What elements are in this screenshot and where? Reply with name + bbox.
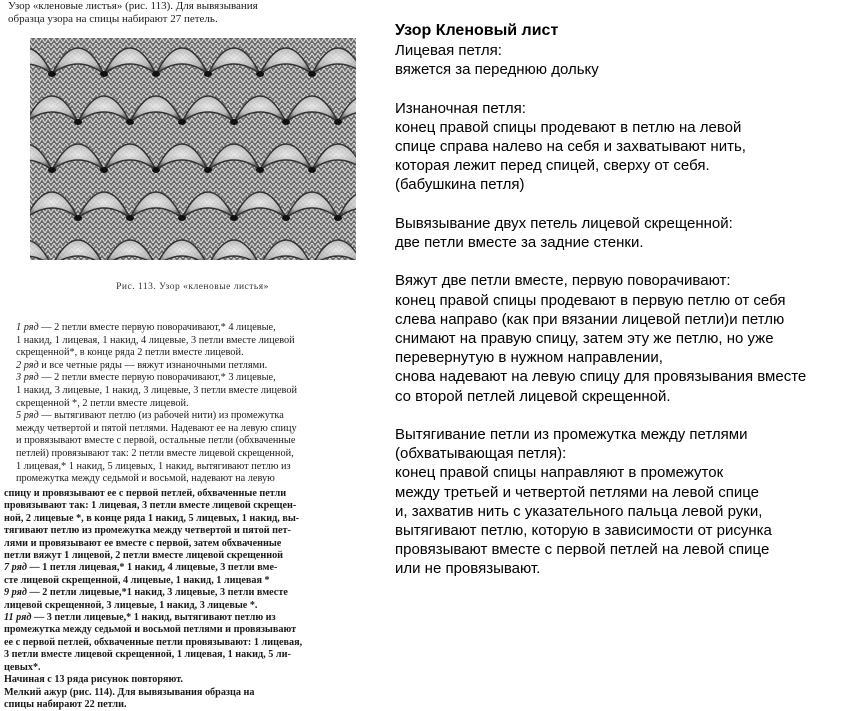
scan-row-line (16, 423, 297, 436)
row-text: — 2 петли вместе первую поворачивают,* 4 лицевые, (38, 322, 276, 333)
block-line: вяжется за переднюю дольку (395, 61, 599, 79)
block-line: снимают на правую спицу, затем эту же петлю, но уже (395, 330, 774, 347)
row-text: 1 лицевая,* 1 накид, 5 лицевых, 1 накид, вытягивают петлю из (16, 460, 291, 472)
scan-rows-part-1 (16, 322, 297, 486)
block-line: перевернутую в нужном направлении, (395, 349, 663, 367)
scan-row-line (16, 461, 297, 474)
figure-caption: Рис. 113. Узор «кленовые листья» (116, 282, 269, 292)
block-heading: Изнаночная петля: (395, 99, 526, 117)
scan-row-line (4, 587, 302, 599)
scan-row-line (16, 448, 297, 461)
block-line: и, захватив нить с указательного пальца левой руки, (395, 502, 763, 520)
block-line: провязывают вместе с первой петлей на левой спице (395, 541, 770, 559)
block-line: со второй петлей лицевой скрещенной. (395, 387, 671, 405)
row-number: 9 ряд (4, 587, 27, 599)
scan-row-line (4, 624, 302, 636)
row-text: скрещенной *, 2 петли вместе лицевой. (16, 397, 189, 409)
block-heading: Лицевая петля: (395, 42, 502, 59)
article-block (395, 99, 840, 195)
scan-row-line (4, 687, 302, 699)
row-number: 2 ряд (16, 359, 39, 371)
row-number: 5 ряд (16, 410, 39, 422)
row-text: цевых*. (4, 661, 41, 673)
maple-leaf-knit-image (30, 38, 356, 260)
article-block (395, 425, 840, 579)
block-line: слева направо (как при вязании лицевой петли)и петлю (395, 310, 785, 328)
scan-row-line (4, 525, 302, 537)
block-line: (бабушкина петля) (395, 176, 525, 194)
row-text: 3 петли вместе лицевой скрещенной, 1 лицевая, 1 накид, 5 ли- (4, 649, 291, 661)
block-line: конец правой спицы направляют в промежуток (395, 464, 724, 482)
block-heading: Вытягивание петли из промежутка между петлями (395, 426, 748, 443)
row-text: спицы набирают 22 петли. (4, 698, 127, 710)
scan-rows-part-2 (4, 488, 302, 711)
block-line: вытягивают петлю, которую в зависимости от рисунка (395, 522, 772, 540)
row-number: 7 ряд (4, 562, 27, 574)
scan-row-line (16, 322, 297, 335)
row-number: 3 ряд (16, 372, 39, 384)
block-line: две петли вместе за задние стенки. (395, 234, 644, 251)
row-text: петли вяжут 1 лицевой, 2 петли вместе лицевой скрещенной (4, 550, 284, 562)
article-block (395, 41, 840, 79)
row-text: скрещенной*, в конце ряда 2 петли вместе лицевой. (16, 347, 244, 359)
scan-row-line (16, 347, 297, 360)
scan-row-line (4, 674, 302, 686)
block-line: конец правой спицы продевают в петлю на левой (395, 118, 742, 136)
scan-row-line (4, 562, 302, 574)
scan-row-line (16, 435, 297, 448)
row-text: ее с первой петлей, обхваченные петли провязывают: 1 лицевая, (4, 636, 303, 648)
row-text: сте лицевой скрещенной, 4 лицевые, 1 накид, 1 лицевая * (4, 574, 270, 586)
scanned-page (0, 0, 385, 711)
block-line: или не провязывают. (395, 560, 541, 578)
block-line: между третьей и четвертой петлями на левой спице (395, 483, 759, 501)
row-text: 1 накид, 1 лицевая, 1 накид, 4 лицевые, 3 петли вместе лицевой (16, 334, 295, 346)
row-text: — 1 петля лицевая,* 1 накид, 4 лицевые, 3 петли вме- (26, 562, 278, 574)
block-line: снова надевают на левую спицу для провязывания вместе (395, 368, 807, 386)
article-title: Узор Кленовый лист (395, 22, 559, 39)
knitting-pattern-photo (30, 38, 356, 260)
scan-row-line (4, 699, 302, 711)
scan-row-line (16, 385, 297, 398)
scan-row-line (4, 513, 302, 525)
scan-row-line (4, 600, 302, 612)
block-heading: Вывязывание двух петель лицевой скрещенной: (395, 214, 733, 232)
scan-row-line (4, 662, 302, 674)
row-text: и все четные ряды — вяжут изнаночными петлями. (38, 359, 268, 371)
row-text: промежутка между седьмой и восьмой петлями и провязывают (4, 624, 297, 636)
row-text: лями и провязывают ее вместе с первой, затем обхваченные (4, 537, 282, 549)
scan-row-line (16, 335, 297, 348)
block-line: спице справа налево на себя и захватывают нить, (395, 138, 746, 155)
row-text: петлей) провязывают так: 2 петли вместе лицевой скрещенной, (16, 447, 294, 459)
row-text: между четвертой и пятой петлями. Надевают ее на левую спицу (16, 422, 297, 434)
scan-row-line (16, 372, 297, 385)
row-text: промежутка между седьмой и восьмой, надевают на левую (16, 473, 275, 485)
block-heading: Вяжут две петли вместе, первую поворачивают: (395, 272, 731, 290)
scan-row-line (4, 649, 302, 661)
article-panel (395, 21, 840, 598)
scan-intro-line: Узор «кленовые листья» (рис. 113). Для вывязывания (8, 0, 258, 12)
scan-row-line (16, 360, 297, 373)
scan-row-line (4, 612, 302, 624)
scan-row-line (16, 410, 297, 423)
row-text: спицу и провязывают ее с первой петлей, обхваченные петли (4, 488, 287, 499)
row-text: — вытягивают петлю (из рабочей нити) из промежутка (38, 410, 284, 422)
row-number: 1 ряд (16, 322, 39, 333)
row-text: Начиная с 13 ряда рисунок повторяют. (4, 674, 183, 686)
row-text: провязывают так: 1 лицевая, 3 петли вместе лицевой скрещен- (4, 500, 297, 512)
row-text: Мелкий ажур (рис. 114). Для вывязывания образца на (4, 686, 255, 698)
row-text: — 2 петли вместе первую поворачивают,* 3 лицевые, (38, 372, 276, 384)
scan-row-line (4, 575, 302, 587)
scan-row-line (16, 473, 297, 486)
row-text: тягивают петлю из промежутка между четвертой и пятой пет- (4, 525, 291, 537)
row-text: ной, 2 лицевые *, в конце ряда 1 накид, 5 лицевых, 1 накид, вы- (4, 512, 300, 524)
row-text: 1 накид, 3 лицевые, 1 накид, 3 лицевые, 3 петли вместе лицевой (16, 384, 298, 396)
row-text: — 3 петли лицевые,* 1 накид, вытягивают петлю из (31, 612, 276, 624)
scan-intro-line: образца узора на спицы набирают 27 петель. (8, 12, 218, 25)
scan-row-line (4, 637, 302, 649)
row-text: и провязывают вместе с первой, остальные петли (обхваченные (16, 435, 296, 447)
block-line: (обхватывающая петля): (395, 445, 567, 463)
row-text: — 2 петли лицевые,*1 накид, 3 лицевые, 3 петли вместе (26, 587, 288, 599)
scan-intro (8, 0, 258, 25)
scan-row-line (16, 398, 297, 411)
row-text: лицевой скрещенной, 3 лицевые, 1 накид, 3 лицевые *. (4, 599, 258, 611)
scan-row-line (4, 488, 302, 500)
scan-row-line (4, 538, 302, 550)
scan-row-line (4, 550, 302, 562)
article-block (395, 271, 840, 405)
row-number: 11 ряд (4, 612, 32, 624)
block-line: конец правой спицы продевают в первую петлю от себя (395, 291, 786, 309)
scan-row-line (4, 500, 302, 512)
article-block (395, 214, 840, 252)
block-line: которая лежит перед спицей, сверху от себя. (395, 157, 710, 175)
